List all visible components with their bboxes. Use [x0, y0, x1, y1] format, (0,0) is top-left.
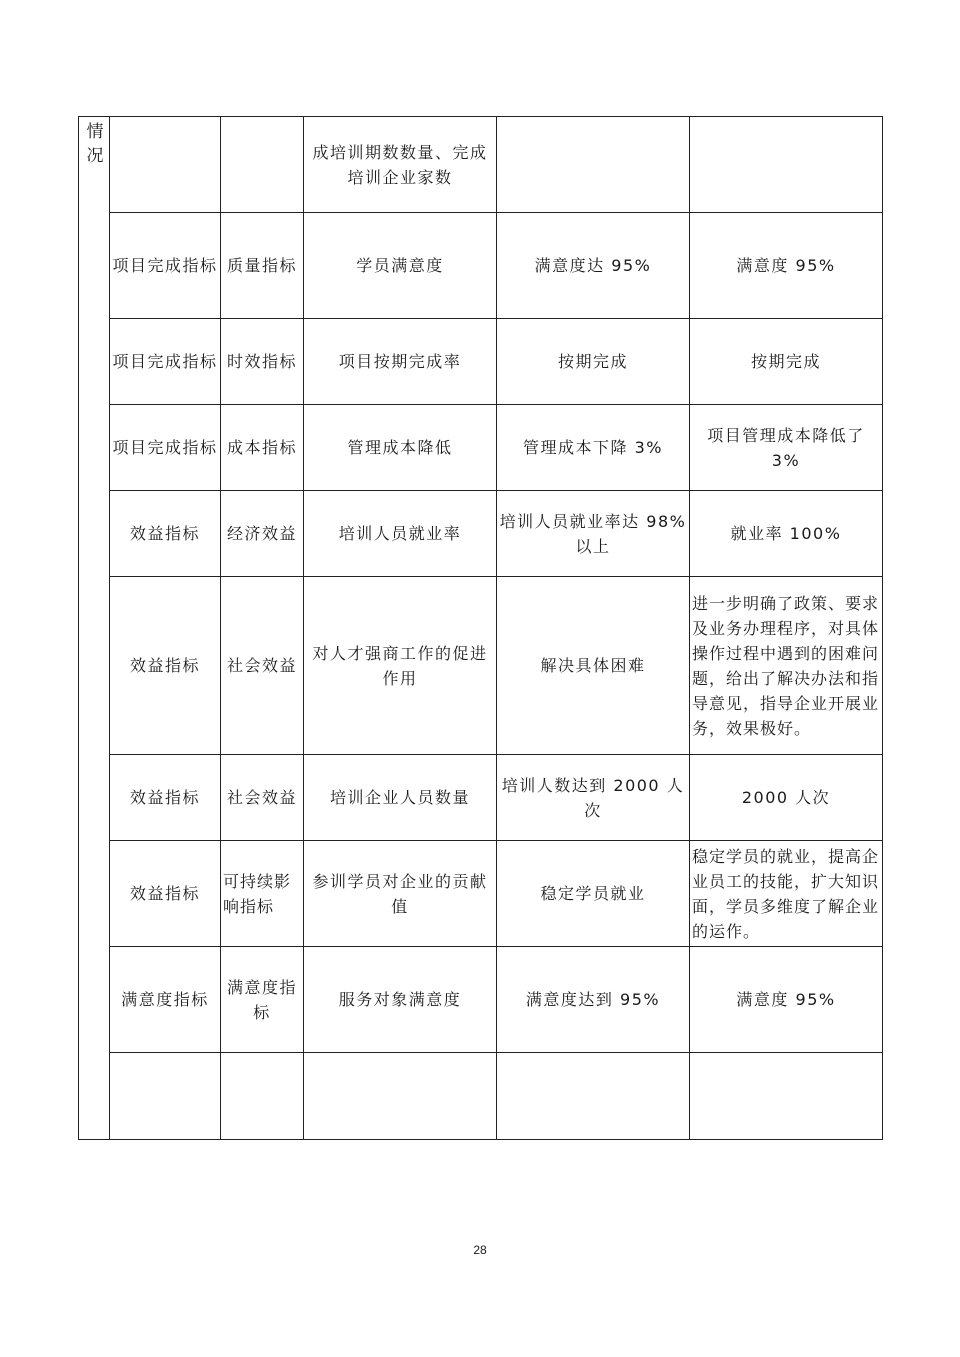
cell-secondary-indicator: 时效指标 [221, 319, 304, 405]
cell-tertiary-indicator: 管理成本降低 [304, 405, 497, 491]
cell-secondary-indicator [221, 1053, 304, 1140]
cell-tertiary-indicator: 服务对象满意度 [304, 947, 497, 1053]
cell-tertiary-indicator: 对人才强商工作的促进作用 [304, 577, 497, 755]
side-column [78, 116, 110, 1140]
cell-actual-value: 按期完成 [690, 319, 883, 405]
cell-actual-value: 稳定学员的就业，提高企业员工的技能，扩大知识面，学员多维度了解企业的运作。 [690, 841, 883, 947]
cell-tertiary-indicator [304, 1053, 497, 1140]
performance-table [109, 116, 883, 1140]
cell-actual-value [690, 1053, 883, 1140]
cell-target-value: 解决具体困难 [497, 577, 690, 755]
table-row [110, 947, 883, 1053]
cell-target-value: 培训人员就业率达 98%以上 [497, 491, 690, 577]
cell-tertiary-indicator: 培训人员就业率 [304, 491, 497, 577]
cell-tertiary-indicator: 学员满意度 [304, 213, 497, 319]
cell-actual-value: 2000 人次 [690, 755, 883, 841]
cell-primary-indicator: 项目完成指标 [110, 319, 221, 405]
cell-actual-value: 满意度 95% [690, 947, 883, 1053]
cell-tertiary-indicator: 项目按期完成率 [304, 319, 497, 405]
table-row [110, 1053, 883, 1140]
cell-target-value: 按期完成 [497, 319, 690, 405]
table-row [110, 841, 883, 947]
cell-actual-value: 就业率 100% [690, 491, 883, 577]
side-label [85, 120, 105, 168]
table-row [110, 319, 883, 405]
cell-primary-indicator: 效益指标 [110, 577, 221, 755]
table-row [110, 491, 883, 577]
table-row [110, 577, 883, 755]
cell-tertiary-indicator: 成培训期数数量、完成培训企业家数 [304, 117, 497, 213]
cell-primary-indicator [110, 117, 221, 213]
cell-target-value [497, 1053, 690, 1140]
cell-secondary-indicator: 社会效益 [221, 577, 304, 755]
cell-target-value [497, 117, 690, 213]
table-row [110, 755, 883, 841]
cell-primary-indicator: 效益指标 [110, 841, 221, 947]
cell-secondary-indicator: 质量指标 [221, 213, 304, 319]
cell-target-value: 管理成本下降 3% [497, 405, 690, 491]
cell-secondary-indicator: 社会效益 [221, 755, 304, 841]
cell-primary-indicator: 效益指标 [110, 491, 221, 577]
cell-secondary-indicator: 成本指标 [221, 405, 304, 491]
side-label-char: 情 [86, 122, 104, 142]
cell-primary-indicator: 项目完成指标 [110, 213, 221, 319]
table-row [110, 213, 883, 319]
cell-actual-value [690, 117, 883, 213]
cell-actual-value: 满意度 95% [690, 213, 883, 319]
cell-primary-indicator: 满意度指标 [110, 947, 221, 1053]
table-row [110, 405, 883, 491]
cell-target-value: 满意度达到 95% [497, 947, 690, 1053]
cell-actual-value: 进一步明确了政策、要求及业务办理程序，对具体操作过程中遇到的困难问题，给出了解决办法和指导意见，指导企业开展业务，效果极好。 [690, 577, 883, 755]
cell-primary-indicator: 效益指标 [110, 755, 221, 841]
cell-secondary-indicator [221, 117, 304, 213]
cell-tertiary-indicator: 参训学员对企业的贡献值 [304, 841, 497, 947]
table-row [110, 117, 883, 213]
cell-secondary-indicator: 可持续影响指标 [221, 841, 304, 947]
page-number: 28 [473, 1243, 487, 1257]
cell-target-value: 稳定学员就业 [497, 841, 690, 947]
cell-secondary-indicator: 满意度指标 [221, 947, 304, 1053]
cell-target-value: 满意度达 95% [497, 213, 690, 319]
cell-tertiary-indicator: 培训企业人员数量 [304, 755, 497, 841]
side-label-char: 况 [86, 146, 104, 166]
cell-secondary-indicator: 经济效益 [221, 491, 304, 577]
cell-actual-value: 项目管理成本降低了 3% [690, 405, 883, 491]
cell-primary-indicator: 项目完成指标 [110, 405, 221, 491]
cell-primary-indicator [110, 1053, 221, 1140]
cell-target-value: 培训人数达到 2000 人次 [497, 755, 690, 841]
